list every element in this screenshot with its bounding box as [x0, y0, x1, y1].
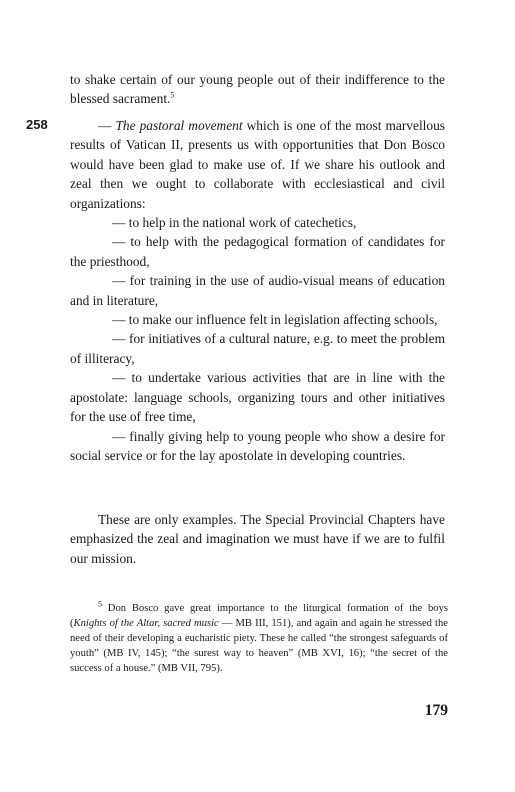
page-number: 179	[424, 702, 448, 719]
list-item: — to make our influence felt in legislation affecting schools,	[112, 312, 438, 328]
list-item: — for initiatives of a cultural nature, e.g. to meet the problem of illiteracy,	[70, 331, 445, 366]
list-item: — finally giving help to young people who show a desire for social service or for the lay apostolate in developing countries.	[70, 428, 445, 463]
list-item: — for training in the use of audio-visual means of education and in literature,	[70, 273, 445, 308]
lead-dash: —	[98, 118, 116, 133]
list-item: — to help in the national work of catechetics,	[112, 215, 357, 231]
paragraph-number: 258	[26, 117, 48, 132]
pastoral-section	[70, 116, 445, 465]
continuation-paragraph	[70, 70, 445, 109]
list-item: — to help with the pedagogical formation of candidates for the priesthood,	[70, 234, 445, 269]
closing-section	[70, 510, 445, 568]
pastoral-paragraph	[70, 116, 445, 213]
footnote-marker: 5	[98, 599, 102, 609]
closing-paragraph: These are only examples. The Special Provincial Chapters have emphasized the zeal and imagination we must have if we are to fulfil our mission.	[70, 512, 445, 566]
footnote-text-1: Don Bosco gave great importance to the liturgical formation of the boys (	[70, 603, 448, 629]
footnote-italic: Knights of the Altar, sacred music	[73, 618, 219, 629]
list-item: — to undertake various activities that are in line with the apostolate: language schools, organizing tours and other initiatives for the use of free time,	[70, 370, 445, 425]
footnote-reference: 5	[170, 90, 175, 100]
footnote-text-2: — MB III, 151), and again and again he stressed the need of their developing a eucharistic piety. These he called “the strongest safeguards of youth” (MB IV, 145); “the surest way to heaven” (MB XVI, 16); “the secret of the success of a house.” (MB VII, 795).	[70, 618, 449, 674]
pastoral-title: The pastoral movement	[115, 118, 243, 133]
pastoral-text: which is one of the most marvellous results of Vatican II, presents us with opportunities that Don Bosco would have been glad to make use of. If we share his outlook and zeal then we ought to collaborate with ecclesiastical and civil organizations:	[70, 118, 445, 211]
footnote	[70, 601, 448, 676]
continuation-text: to shake certain of our young people out of their indifference to the blessed sacrament.	[70, 72, 445, 107]
